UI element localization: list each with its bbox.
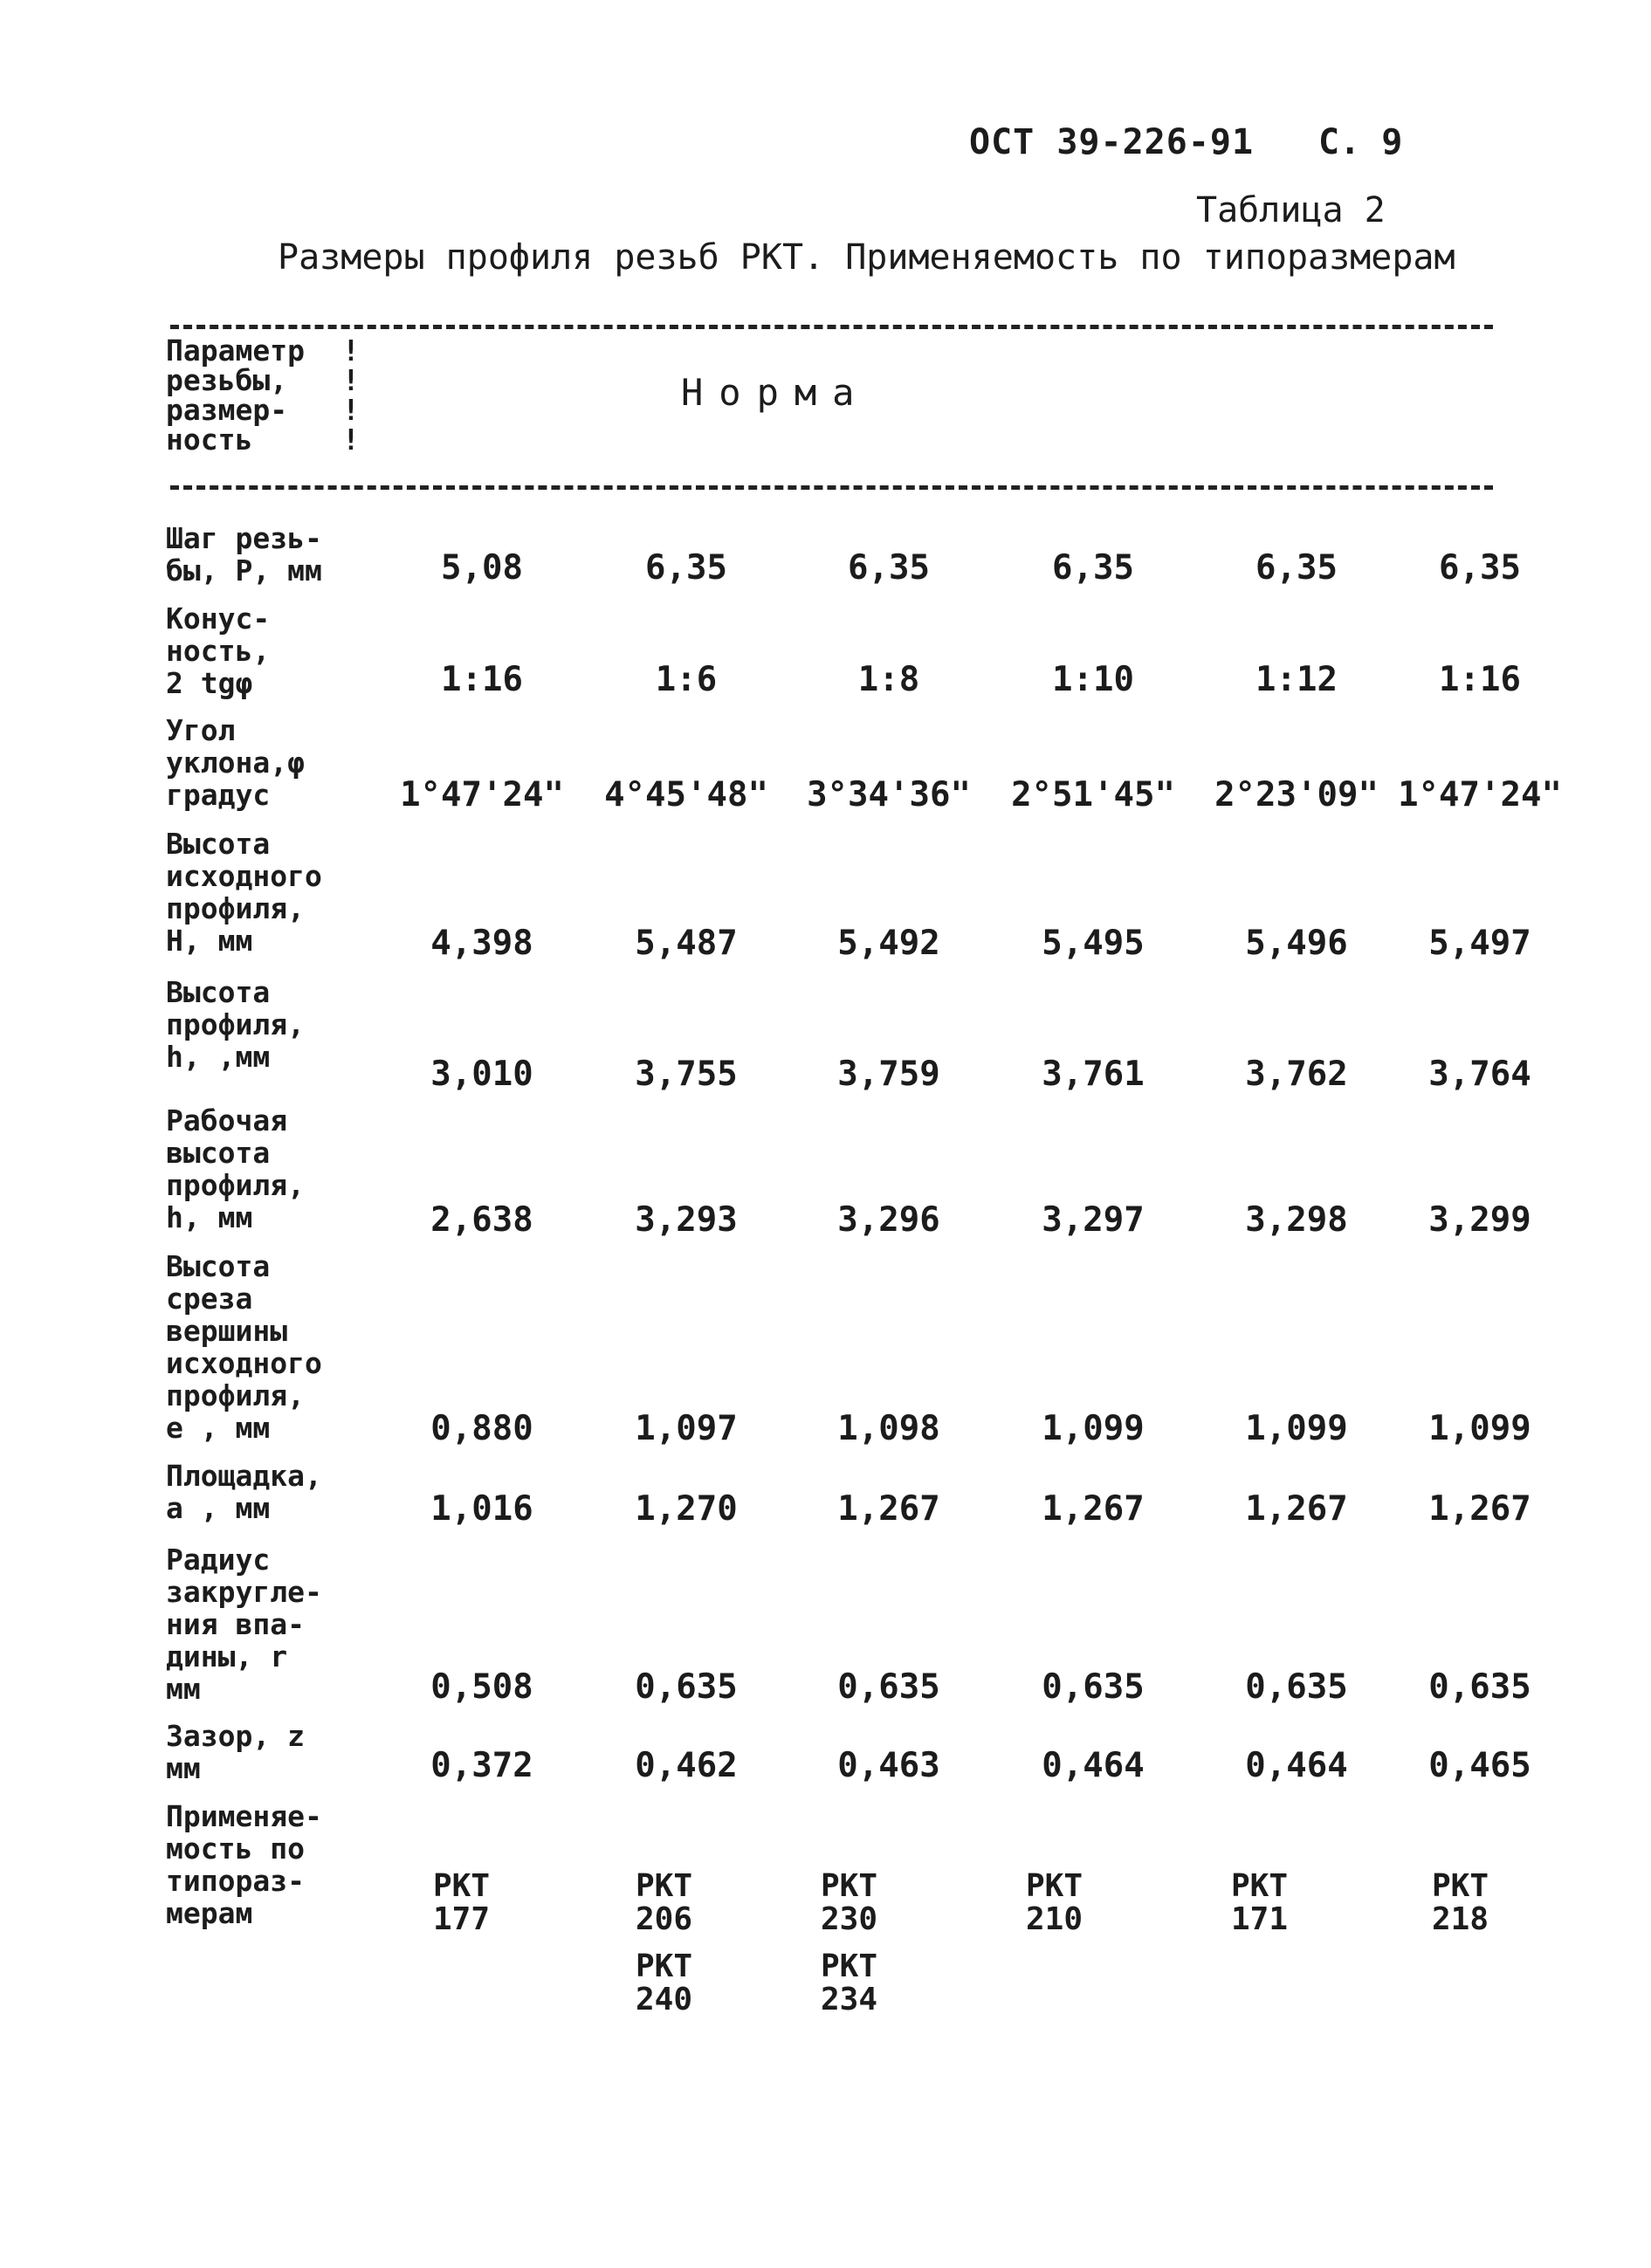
table-cell: 5,492: [837, 924, 940, 963]
applicability-item: [1231, 1870, 1288, 1936]
row-label-line: Высота: [166, 827, 271, 861]
table-cell: 3,297: [1042, 1200, 1145, 1240]
table-top-rule: [170, 325, 1493, 329]
table-cell: 0,462: [635, 1746, 738, 1785]
applicability-line: РКТ: [636, 1948, 693, 1984]
table-cell: 5,08: [441, 548, 523, 588]
applicability-line: 177: [433, 1901, 491, 1937]
row-label: [166, 1250, 375, 1444]
table-title: Размеры профиля резьб РКТ. Применяемость по типоразмерам: [278, 237, 1455, 278]
table-cell: 0,463: [837, 1746, 940, 1785]
row-label-line: мм: [166, 1751, 201, 1785]
row-label: [166, 828, 375, 957]
row-label-line: ния впа-: [166, 1607, 305, 1641]
table-cell: 4,398: [430, 924, 533, 963]
table-cell: 3,298: [1245, 1200, 1348, 1240]
norm-column-header: Норма: [681, 371, 870, 414]
table-cell: 0,635: [635, 1667, 738, 1707]
table-cell: 2°23'09": [1214, 775, 1379, 814]
row-label-line: e , мм: [166, 1411, 271, 1445]
row-label-line: закругле-: [166, 1575, 322, 1609]
row-label-line: a , мм: [166, 1491, 271, 1525]
table-cell: 1:10: [1052, 660, 1134, 699]
row-label: [166, 1104, 375, 1234]
applicability-line: РКТ: [821, 1868, 878, 1904]
table-cell: 6,35: [1255, 548, 1338, 588]
table-cell: 1:12: [1255, 660, 1338, 699]
table-cell: 3°34'36": [807, 775, 971, 814]
row-label-line: высота: [166, 1136, 271, 1170]
table-cell: 1:6: [655, 660, 718, 699]
row-label-line: h, ,мм: [166, 1040, 271, 1074]
table-cell: 3,296: [837, 1200, 940, 1240]
table-cell: 0,635: [1428, 1667, 1531, 1707]
table-cell: 1,098: [837, 1409, 940, 1448]
table-cell: 1,267: [1428, 1489, 1531, 1529]
row-label-line: Высота: [166, 1249, 271, 1283]
row-label: [166, 1720, 375, 1784]
row-label-line: среза: [166, 1282, 253, 1316]
row-label-line: профиля,: [166, 1007, 305, 1041]
table-cell: 0,465: [1428, 1746, 1531, 1785]
applicability-item: [1432, 1870, 1489, 1936]
param-header-line: Параметр: [166, 333, 305, 368]
row-label-line: Радиус: [166, 1543, 271, 1577]
row-label: [166, 714, 375, 811]
table-cell: 1,016: [430, 1489, 533, 1529]
table-cell: 5,496: [1245, 924, 1348, 963]
table-cell: 3,764: [1428, 1055, 1531, 1094]
row-label-line: профиля,: [166, 1168, 305, 1202]
applicability-line: 210: [1026, 1901, 1083, 1937]
table-cell: 0,464: [1245, 1746, 1348, 1785]
row-label-line: исходного: [166, 859, 322, 893]
table-cell: 1,270: [635, 1489, 738, 1529]
row-label-line: Высота: [166, 975, 271, 1009]
row-label-line: мость по: [166, 1832, 305, 1866]
header-bottom-rule: [170, 485, 1493, 490]
table-cell: 4°45'48": [604, 775, 768, 814]
row-label-line: исходного: [166, 1346, 322, 1380]
applicability-item: [1026, 1870, 1083, 1936]
table-cell: 3,762: [1245, 1055, 1348, 1094]
table-cell: 0,635: [837, 1667, 940, 1707]
row-label-line: Угол: [166, 713, 236, 747]
applicability-item: [433, 1870, 490, 1936]
row-label-line: профиля,: [166, 1378, 305, 1412]
row-label-line: Площадка,: [166, 1459, 322, 1493]
table-cell: 1°47'24": [1398, 775, 1562, 814]
applicability-item: [821, 1870, 877, 1936]
page-number: С. 9: [1318, 122, 1403, 162]
param-header-line: резьбы,: [166, 363, 288, 397]
applicability-line: РКТ: [636, 1868, 693, 1904]
row-label-line: уклона,φ: [166, 746, 305, 780]
table-cell: 6,35: [1052, 548, 1134, 588]
table-cell: 2°51'45": [1011, 775, 1175, 814]
row-label-line: мерам: [166, 1896, 253, 1930]
table-cell: 3,759: [837, 1055, 940, 1094]
row-label: [166, 1543, 375, 1705]
row-label-line: ность,: [166, 634, 271, 668]
row-label: [166, 522, 375, 587]
table-cell: 3,299: [1428, 1200, 1531, 1240]
row-label: [166, 1460, 375, 1524]
param-column-header: [166, 333, 367, 457]
table-cell: 1:16: [441, 660, 523, 699]
document-code: ОСТ 39-226-91: [969, 122, 1255, 162]
table-label: Таблица 2: [1196, 190, 1386, 230]
header-separator: ! ! ! !: [342, 333, 360, 457]
applicability-line: 234: [821, 1982, 878, 2017]
table-cell: 0,635: [1042, 1667, 1145, 1707]
row-label-line: дины, r: [166, 1639, 288, 1674]
table-cell: 5,495: [1042, 924, 1145, 963]
applicability-line: 218: [1432, 1901, 1489, 1937]
table-cell: 1,267: [1042, 1489, 1145, 1529]
row-label-line: Рабочая: [166, 1103, 288, 1137]
table-cell: 0,464: [1042, 1746, 1145, 1785]
table-cell: 3,761: [1042, 1055, 1145, 1094]
row-label-line: типораз-: [166, 1864, 305, 1898]
row-label-line: Конус-: [166, 601, 271, 636]
applicability-item: [636, 1950, 692, 2017]
row-label: [166, 1800, 375, 1929]
param-header-line: размер-: [166, 393, 288, 427]
table-cell: 6,35: [1439, 548, 1521, 588]
table-cell: 1,267: [1245, 1489, 1348, 1529]
table-cell: 1,267: [837, 1489, 940, 1529]
applicability-line: РКТ: [1432, 1868, 1489, 1904]
applicability-line: РКТ: [433, 1868, 491, 1904]
table-cell: 5,487: [635, 924, 738, 963]
table-cell: 6,35: [645, 548, 727, 588]
row-label-line: вершины: [166, 1314, 288, 1348]
table-cell: 1,099: [1042, 1409, 1145, 1448]
table-cell: 1,099: [1245, 1409, 1348, 1448]
table-cell: 1,099: [1428, 1409, 1531, 1448]
applicability-item: [821, 1950, 877, 2017]
table-cell: 1°47'24": [400, 775, 564, 814]
applicability-item: [636, 1870, 692, 1936]
table-cell: 6,35: [848, 548, 930, 588]
row-label-line: Зазор, z: [166, 1719, 305, 1753]
table-cell: 3,293: [635, 1200, 738, 1240]
table-cell: 3,755: [635, 1055, 738, 1094]
applicability-line: 206: [636, 1901, 693, 1937]
applicability-line: РКТ: [821, 1948, 878, 1984]
row-label-line: h, мм: [166, 1200, 253, 1234]
applicability-line: РКТ: [1231, 1868, 1289, 1904]
row-label: [166, 602, 375, 699]
row-label-line: профиля,: [166, 891, 305, 925]
row-label-line: H, мм: [166, 924, 253, 958]
applicability-line: 171: [1231, 1901, 1289, 1937]
row-label-line: Шаг резь-: [166, 521, 322, 555]
table-cell: 1:16: [1439, 660, 1521, 699]
row-label-line: 2 tgφ: [166, 666, 253, 700]
table-cell: 0,635: [1245, 1667, 1348, 1707]
row-label-line: мм: [166, 1672, 201, 1706]
applicability-line: РКТ: [1026, 1868, 1083, 1904]
table-cell: 0,880: [430, 1409, 533, 1448]
row-label-line: бы, Р, мм: [166, 553, 322, 588]
table-cell: 0,372: [430, 1746, 533, 1785]
table-cell: 1,097: [635, 1409, 738, 1448]
table-cell: 1:8: [857, 660, 920, 699]
row-label-line: градус: [166, 778, 271, 812]
param-header-line: ность: [166, 423, 253, 457]
row-label: [166, 976, 375, 1073]
table-cell: 0,508: [430, 1667, 533, 1707]
row-label-line: Применяе-: [166, 1799, 322, 1833]
applicability-line: 240: [636, 1982, 693, 2017]
table-cell: 5,497: [1428, 924, 1531, 963]
applicability-line: 230: [821, 1901, 878, 1937]
table-cell: 3,010: [430, 1055, 533, 1094]
table-cell: 2,638: [430, 1200, 533, 1240]
